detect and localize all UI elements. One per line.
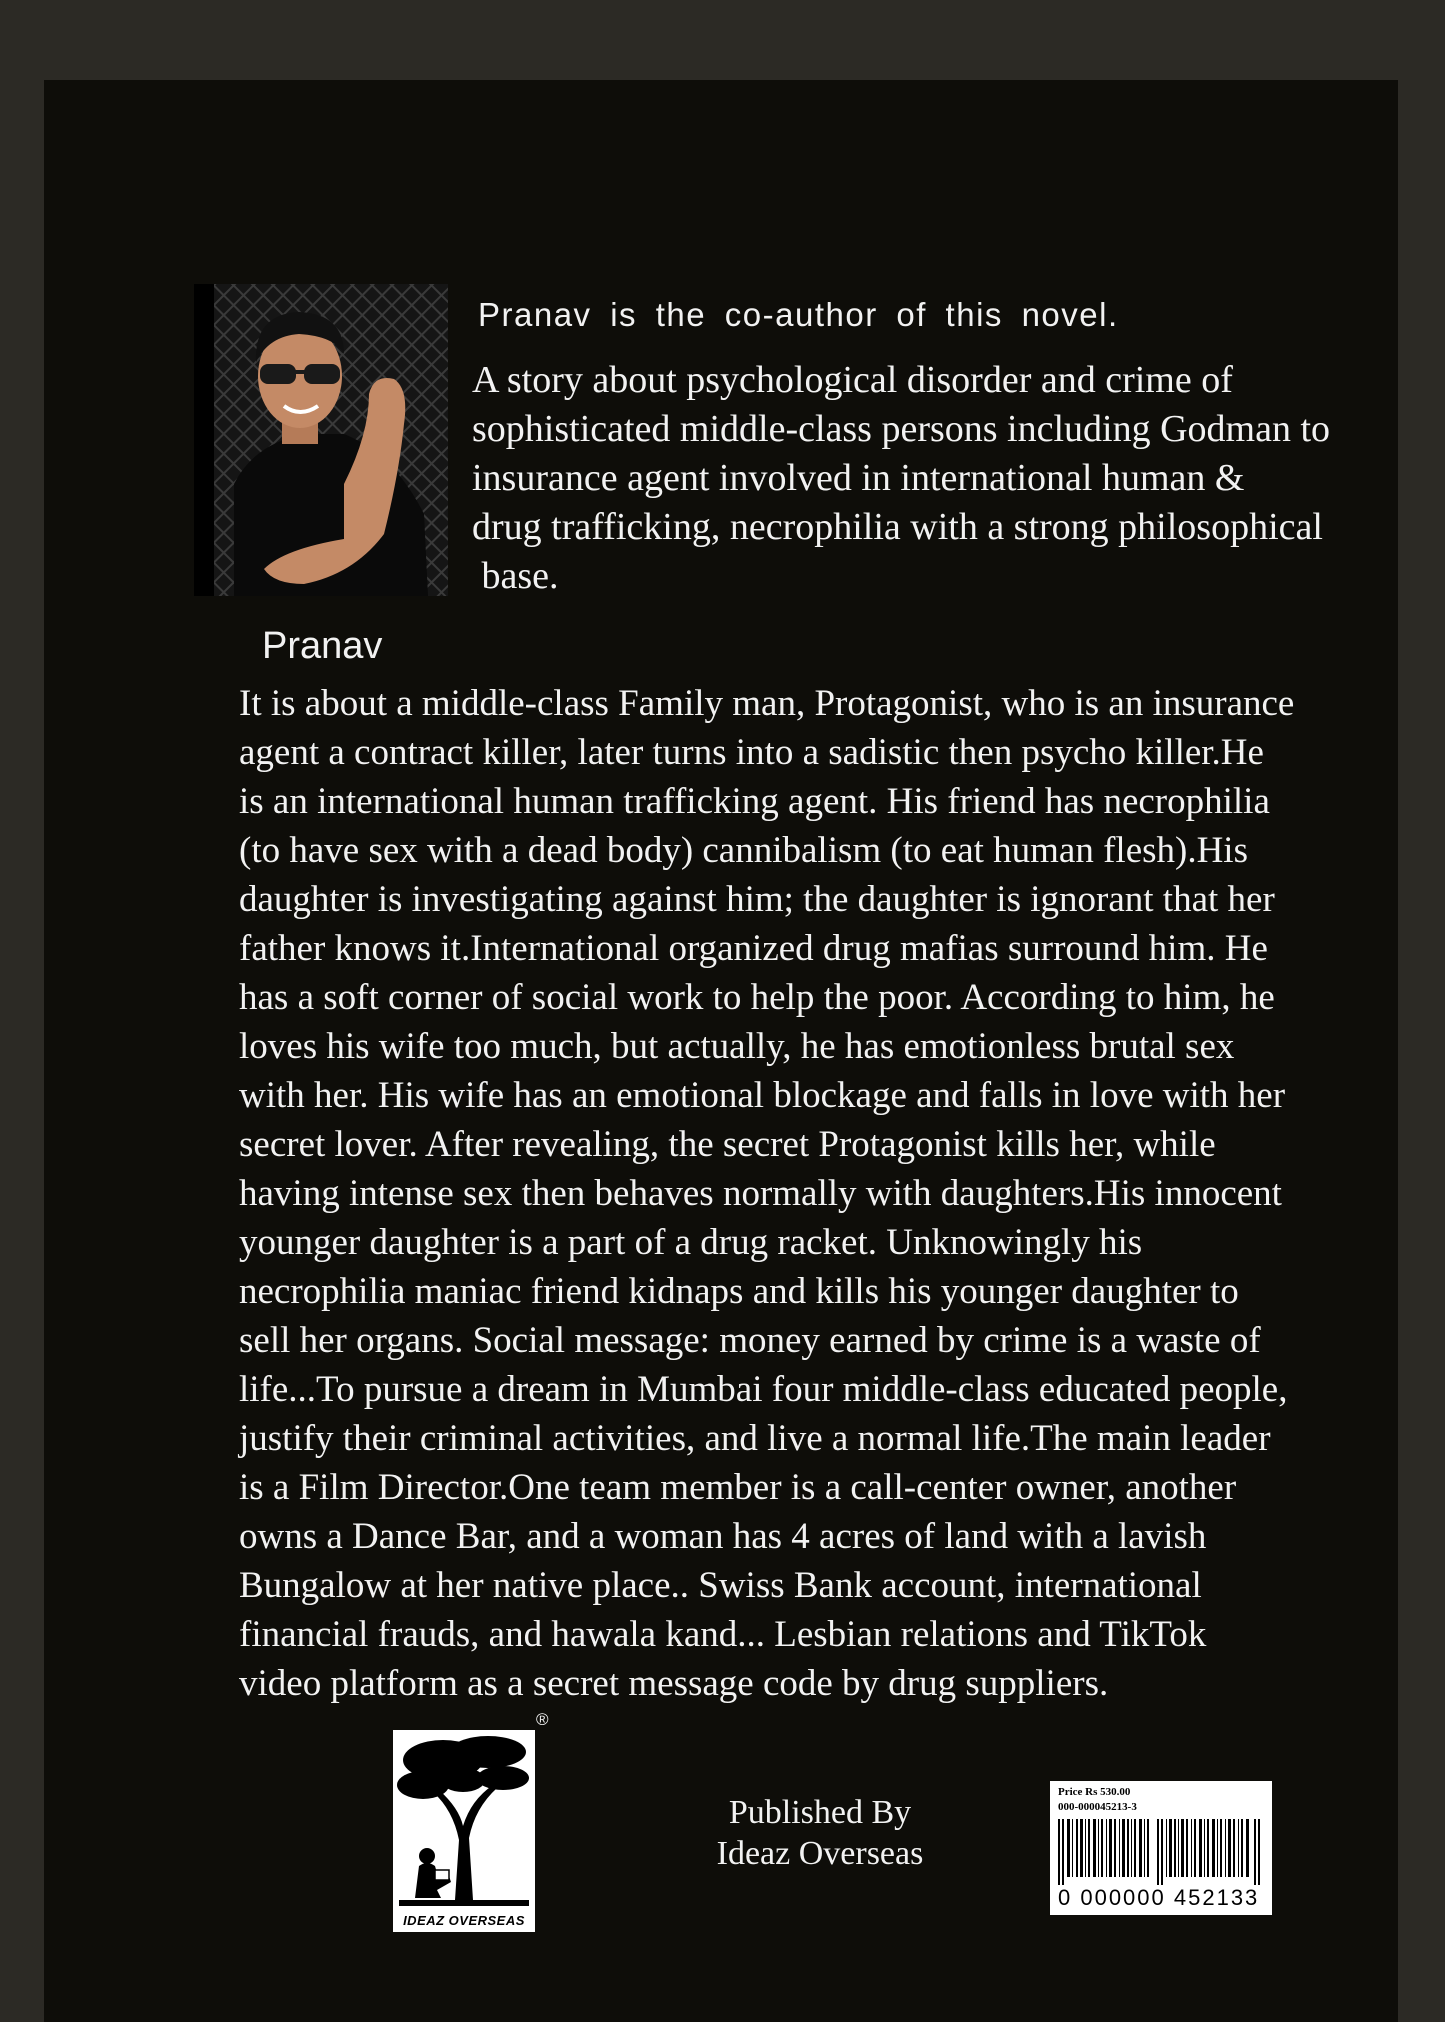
barcode-price: Price Rs 530.00 <box>1058 1786 1131 1798</box>
synopsis-line: financial frauds, and hawala kand... Lesbian relations and TikTok <box>239 1614 1207 1655</box>
publisher-logo <box>393 1730 535 1932</box>
tagline <box>472 356 1402 601</box>
synopsis-line: owns a Dance Bar, and a woman has 4 acres of land with a lavish <box>239 1516 1207 1557</box>
author-name: Pranav <box>262 625 383 667</box>
synopsis-line: (to have sex with a dead body) cannibalism (to eat human flesh).His <box>239 830 1248 871</box>
published-by-label: Published By <box>728 1794 912 1831</box>
synopsis-line: is an international human trafficking agent. His friend has necrophilia <box>239 781 1270 822</box>
synopsis-line: is a Film Director.One team member is a call-center owner, another <box>239 1467 1237 1508</box>
published-by <box>700 1792 940 1874</box>
synopsis-line: has a soft corner of social work to help the poor. According to him, he <box>239 977 1275 1018</box>
publisher-name: Ideaz Overseas <box>716 1835 924 1872</box>
synopsis-line: sell her organs. Social message: money earned by crime is a waste of <box>239 1320 1261 1361</box>
synopsis-line: It is about a middle-class Family man, Protagonist, who is an insurance <box>239 683 1295 724</box>
synopsis-line: necrophilia maniac friend kidnaps and kills his younger daughter to <box>239 1271 1239 1312</box>
synopsis <box>239 679 1439 1708</box>
synopsis-line: having intense sex then behaves normally with daughters.His innocent <box>239 1173 1282 1214</box>
synopsis-line: with her. His wife has an emotional blockage and falls in love with her <box>239 1075 1286 1116</box>
synopsis-line: life...To pursue a dream in Mumbai four middle-class educated people, <box>239 1369 1288 1410</box>
synopsis-line: younger daughter is a part of a drug racket. Unknowingly his <box>239 1222 1143 1263</box>
tagline-line: sophisticated middle-class persons including Godman to <box>472 408 1331 450</box>
barcode-digits: 0 000000 452133 <box>1058 1885 1260 1910</box>
barcode-isbn: 000-000045213-3 <box>1058 1801 1137 1813</box>
tagline-line: insurance agent involved in international human & <box>472 457 1245 499</box>
barcode-bars-icon <box>1058 1819 1264 1885</box>
tagline-line: drug trafficking, necrophilia with a strong philosophical <box>472 506 1323 548</box>
synopsis-line: agent a contract killer, later turns into a sadistic then psycho killer.He <box>239 732 1264 773</box>
author-photo <box>194 284 448 596</box>
synopsis-line: secret lover. After revealing, the secret Protagonist kills her, while <box>239 1124 1216 1165</box>
tagline-line: A story about psychological disorder and crime of <box>472 359 1233 401</box>
synopsis-line: justify their criminal activities, and live a normal life.The main leader <box>239 1418 1271 1459</box>
synopsis-line: father knows it.International organized drug mafias surround him. He <box>239 928 1268 969</box>
tagline-line: base. <box>472 555 559 597</box>
tree-reader-icon <box>393 1730 535 1910</box>
publisher-logo-label: IDEAZ OVERSEAS <box>403 1913 525 1928</box>
registered-mark: ® <box>536 1710 549 1729</box>
barcode <box>1050 1781 1272 1915</box>
coauthor-statement: Pranav is the co-author of this novel. <box>478 296 1119 333</box>
synopsis-line: daughter is investigating against him; the daughter is ignorant that her <box>239 879 1275 920</box>
synopsis-line: video platform as a secret message code by drug suppliers. <box>239 1663 1109 1704</box>
synopsis-line: loves his wife too much, but actually, he has emotionless brutal sex <box>239 1026 1235 1067</box>
synopsis-line: Bungalow at her native place.. Swiss Bank account, international <box>239 1565 1202 1606</box>
